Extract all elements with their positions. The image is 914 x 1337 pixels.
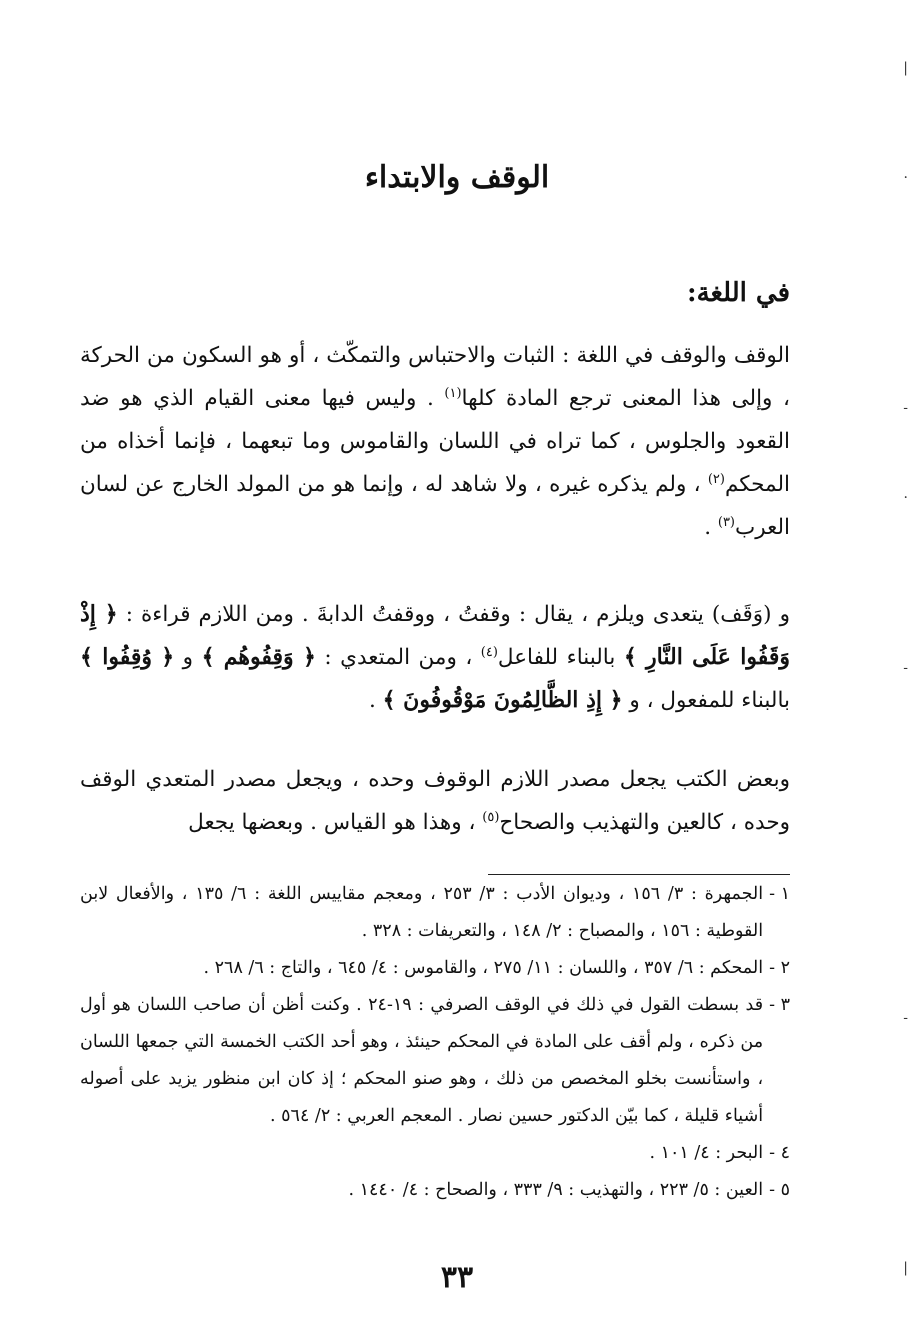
footnote-number: ١ - [769, 884, 790, 904]
footnote-ref-3: (٣) [717, 514, 735, 530]
footnote-5 [80, 1172, 790, 1209]
paragraph-3 [80, 758, 790, 844]
footnotes-list [80, 876, 790, 1209]
footnote-ref-4: (٤) [480, 644, 498, 660]
footnote-ref-1: (١) [444, 385, 462, 401]
footnote-ref-5: (٥) [482, 809, 500, 825]
chapter-title: الوقف والابتداء [364, 160, 550, 195]
scan-edge-mark: | [903, 1260, 908, 1276]
quran-quote-2: ﴿ وَقِفُوهُم ﴾ [201, 644, 316, 670]
paragraph-2-text-d: و [174, 645, 202, 670]
quran-quote-4: ﴿ إِذِ الظَّالِمُونَ مَوْقُوفُونَ ﴾ [382, 687, 623, 713]
footnote-text: المحكم : ٦/ ٣٥٧ ، واللسان : ١١/ ٢٧٥ ، والقاموس : ٤/ ٦٤٥ ، والتاج : ٦/ ٢٦٨ . [203, 958, 764, 978]
page-number: ٣٣ [440, 1260, 474, 1295]
footnote-1 [80, 876, 790, 950]
footnote-number: ٤ - [769, 1143, 790, 1163]
paragraph-2 [80, 593, 790, 722]
footnote-2 [80, 950, 790, 987]
footnote-ref-2: (٢) [707, 471, 725, 487]
quran-quote-1: ﴿ إِذْ وَقَفُوا عَلَى النَّارِ ﴾ [80, 601, 790, 670]
paragraph-1-text-a: الوقف والوقف في اللغة : الثبات والاحتباس والتمكّث ، أو هو السكون من الحركة ، وإلى هذا المعنى ترجع المادة كلها [80, 343, 790, 411]
footnote-separator [488, 874, 790, 875]
paragraph-1-text-b: . وليس فيها معنى القيام الذي هو ضد القعود والجلوس ، كما تراه في اللسان والقاموس وما تبعهما ، فإنما أخذاه من المحكم [80, 386, 790, 497]
scan-edge-mark: · [903, 170, 908, 186]
footnote-text: الجمهرة : ٣/ ١٥٦ ، وديوان الأدب : ٣/ ٢٥٣ ، ومعجم مقاييس اللغة : ٦/ ١٣٥ ، والأفعال لابن القوطية : ١٥٦ ، والمصباح : ٢/ ١٤٨ ، والتعريفات : ٣٢٨ . [80, 884, 764, 941]
footnote-text: العين : ٥/ ٢٢٣ ، والتهذيب : ٩/ ٣٣٣ ، والصحاح : ٤/ ١٤٤٠ . [348, 1180, 764, 1200]
footnote-number: ٥ - [769, 1180, 790, 1200]
scan-edge-mark: - [903, 400, 908, 416]
footnote-text: قد بسطت القول في ذلك في الوقف الصرفي : ١٩-٢٤ . وكنت أظن أن صاحب اللسان هو أول من ذكره ، ولم أقف على المادة في المحكم حينئذ ، وهو أحد الكتب الخمسة التي جمعها اللسان ، واستأنست بخلو المخصص من ذلك ، وهو صنو المحكم ؛ إذ كان ابن منظور يزيد على أصوله أشياء قليلة ، كما بيّن الدكتور حسين نصار . المعجم العربي : ٢/ ٥٦٤ . [80, 995, 764, 1126]
paragraph-3-text-a: وبعض الكتب يجعل مصدر اللازم الوقوف وحده ، ويجعل مصدر المتعدي الوقف وحده ، كالعين والتهذيب والصحاح [80, 767, 790, 835]
paragraph-2-text-f: . [368, 688, 383, 713]
paragraph-1 [80, 334, 790, 549]
paragraph-2-text-c: ، ومن المتعدي : [315, 645, 481, 670]
scan-edge-mark: · [903, 490, 908, 506]
section-heading: في اللغة: [687, 278, 790, 308]
footnote-text: البحر : ٤/ ١٠١ . [649, 1143, 764, 1163]
paragraph-2-text-b: بالبناء للفاعل [497, 645, 624, 670]
footnote-4 [80, 1135, 790, 1172]
footnote-3 [80, 987, 790, 1135]
paragraph-1-text-d: . [704, 515, 718, 540]
paragraph-1-text-c: ، ولم يذكره غيره ، ولا شاهد له ، وإنما هو من المولد الخارج عن لسان العرب [80, 472, 790, 540]
footnote-number: ٣ - [769, 995, 790, 1015]
paragraph-2-text-a: و (وَقَف) يتعدى ويلزم ، يقال : وقفتُ ، ووقفتُ الدابةَ . ومن اللازم قراءة : [117, 602, 790, 627]
scan-edge-mark: - [903, 1010, 908, 1026]
footnote-number: ٢ - [769, 958, 790, 978]
scan-edge-mark: - [903, 660, 908, 676]
quran-quote-3: ﴿ وُقِفُوا ﴾ [80, 644, 175, 670]
paragraph-2-text-e: بالبناء للمفعول ، و [622, 688, 790, 713]
paragraph-3-text-b: ، وهذا هو القياس . وبعضها يجعل [188, 810, 483, 835]
scan-edge-mark: | [903, 60, 908, 76]
